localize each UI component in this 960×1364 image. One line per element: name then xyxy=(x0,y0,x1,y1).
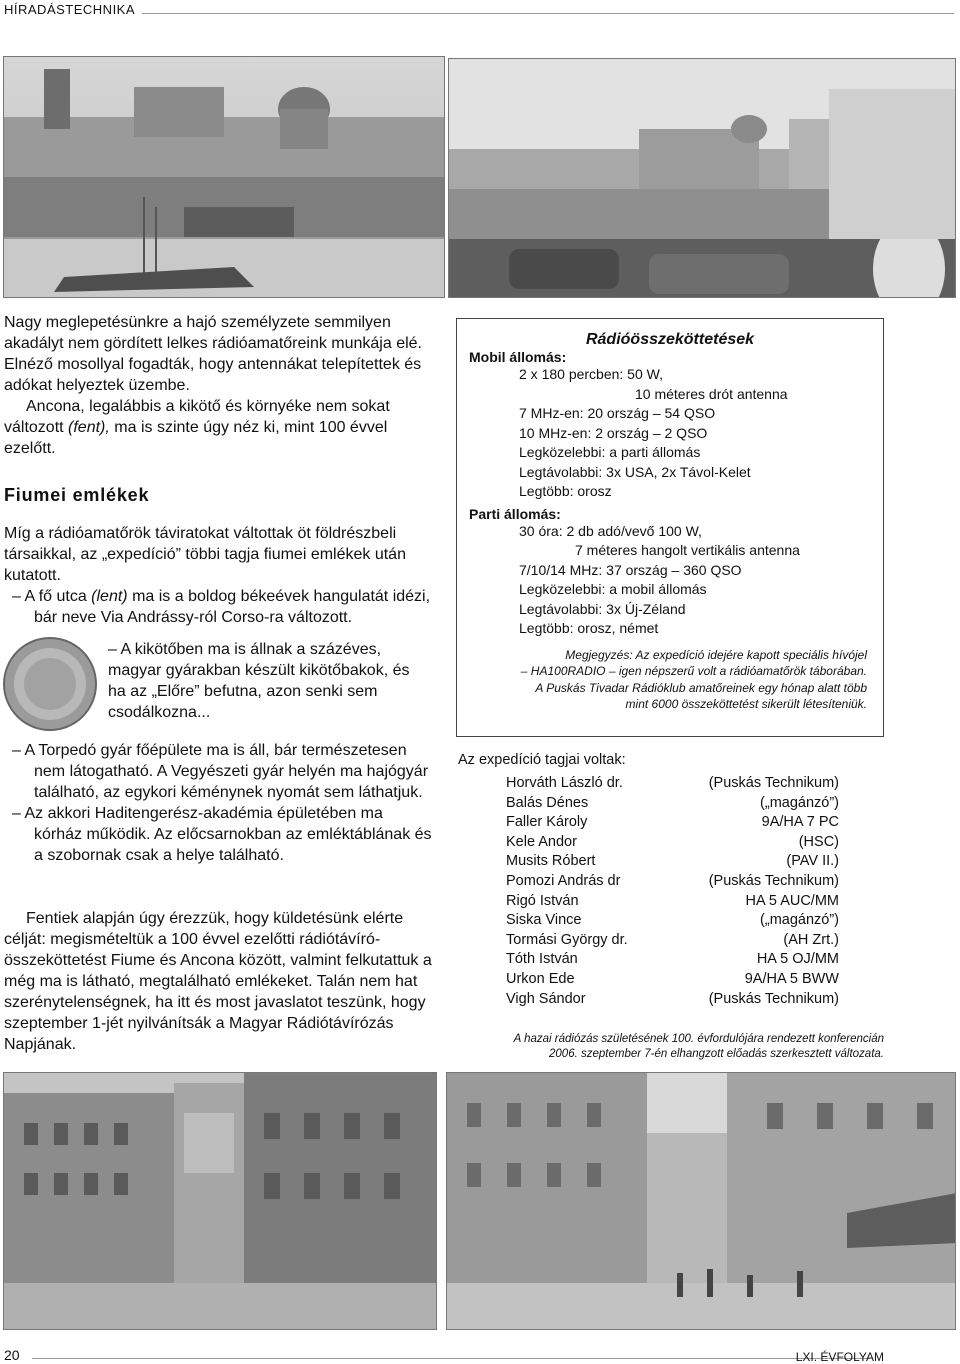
member-row xyxy=(506,794,839,814)
box-note-line: Megjegyzés: Az expedíció idejére kapott speciális hívójel xyxy=(565,647,867,662)
member-affiliation: HA 5 OJ/MM xyxy=(756,951,839,968)
member-name: Pomozi András dr xyxy=(506,872,621,889)
article-caption xyxy=(490,1032,884,1062)
mobile-line: 2 x 180 percben: 50 W, xyxy=(519,366,663,382)
shore-line: 7/10/14 MHz: 37 ország – 360 QSO xyxy=(519,561,742,578)
shore-line: 7 méteres hangolt vertikális antenna xyxy=(575,542,800,558)
member-name: Rigó István xyxy=(506,892,579,909)
member-name: Faller Károly xyxy=(506,814,588,831)
closing-paragraph: Fentiek alapján úgy érezzük, hogy küldetésünk elérte célját: megismételtük a 100 évvel ezelőtti rádiótávíró-összeköttetést Fiume és Ancona között, valmint felkutattuk a még ma is látható, megtalálható emlékeket. Talán nem hat szerénytelenségnek, ha itt és most javaslatot teszünk, hogy szeptember 1-jét nyilvánítsák a Magyar Rádiótávírózás Napjának. xyxy=(4,910,432,1053)
intro-paragraph-2-em: (fent), xyxy=(68,419,110,436)
caption-line: A hazai rádiózás születésének 100. évfordulójára rendezett konferencián xyxy=(513,1033,884,1045)
mobile-station-label: Mobil állomás: xyxy=(469,349,567,365)
shore-line: 30 óra: 2 db adó/vevő 100 W, xyxy=(519,522,702,539)
intro-paragraph-2-a: Ancona, legalábbis a kikötő és környéke nem sokat változott xyxy=(4,398,390,436)
section2-paragraph-1: Míg a rádióamatőrök táviratokat váltottak öt földrészbeli társaikkal, az „expedíció” többi tagja fiumei emlékek után kutatott. xyxy=(4,525,406,584)
member-row xyxy=(506,852,839,872)
member-name: Siska Vince xyxy=(506,912,582,929)
member-name: Tóth István xyxy=(506,951,578,968)
member-row xyxy=(506,833,839,853)
box-note xyxy=(467,647,867,713)
bullet-bollards: – A kikötőben ma is állnak a százéves, magyar gyárakban készült kikötőbakok, és ha az „Előre” befutna, azon senki sem csodálkozna... xyxy=(108,641,410,721)
intro-paragraph-2 xyxy=(4,396,432,459)
member-affiliation: (Puskás Technikum) xyxy=(708,990,839,1007)
mobile-line: Legtávolabbi: 3x USA, 2x Távol-Kelet xyxy=(519,463,751,480)
member-name: Vigh Sándor xyxy=(506,990,586,1007)
member-affiliation: („magánzó”) xyxy=(760,912,839,929)
page-number: 20 xyxy=(4,1347,20,1363)
radio-contacts-box xyxy=(456,318,884,737)
mobile-line: 10 méteres drót antenna xyxy=(635,385,788,402)
member-row xyxy=(506,892,839,912)
member-row xyxy=(506,950,839,970)
box-note-line: – HA100RADIO – igen népszerű volt a rádióamatőrök táborában. xyxy=(520,664,867,678)
member-row xyxy=(506,774,839,794)
caption-line: 2006. szeptember 7-én elhangzott előadás szerkesztett változata. xyxy=(549,1048,884,1060)
mobile-line: Legközelebbi: a parti állomás xyxy=(519,444,701,460)
bullet-main-street-b: ma is a boldog békeévek hangulatát idézi, bár neve Via Andrássy-ról Corso-ra változott. xyxy=(34,588,431,626)
footer-rule xyxy=(32,1358,870,1359)
member-row xyxy=(506,970,839,990)
bullet-main-street-em: (lent) xyxy=(91,588,128,605)
member-affiliation: HA 5 AUC/MM xyxy=(745,892,839,909)
member-row xyxy=(506,872,839,892)
member-row xyxy=(506,931,839,951)
mobile-line: Legtöbb: orosz xyxy=(519,483,612,499)
header-rule xyxy=(142,13,954,14)
mobile-line: 10 MHz-en: 2 ország – 2 QSO xyxy=(519,424,708,441)
members-list xyxy=(458,752,858,1009)
section2-text xyxy=(4,523,432,628)
member-name: Horváth László dr. xyxy=(506,775,623,791)
section-tag: HÍRADÁSTECHNIKA xyxy=(4,2,136,17)
volume-label: LXI. ÉVFOLYAM xyxy=(795,1350,884,1364)
box-note-line: mint 6000 összeköttetést sikerült létesíteniük. xyxy=(625,697,867,711)
shore-line: Legtávolabbi: 3x Új-Zéland xyxy=(519,600,686,617)
members-title: Az expedíció tagjai voltak: xyxy=(458,752,626,768)
box-note-line: A Puskás Tivadar Rádióklub amatőreinek egy hónap alatt több xyxy=(535,680,867,695)
member-name: Balás Dénes xyxy=(506,794,589,811)
intro-text xyxy=(4,312,432,459)
box-title: Rádióösszeköttetések xyxy=(585,331,755,348)
shore-line: Legközelebbi: a mobil állomás xyxy=(519,581,707,597)
mobile-line: 7 MHz-en: 20 ország – 54 QSO xyxy=(519,405,716,421)
member-affiliation: („magánzó”) xyxy=(760,794,839,811)
member-row xyxy=(506,911,839,931)
member-affiliation: (PAV II.) xyxy=(786,853,839,870)
member-name: Musits Róbert xyxy=(506,853,596,870)
photo-ancona-today xyxy=(448,58,956,298)
bullet-main-street xyxy=(12,586,432,628)
bullet-main-street-a: – A fő utca xyxy=(12,588,92,605)
photo-bollard xyxy=(2,636,98,732)
member-row xyxy=(506,990,839,1010)
bullet-academy: – Az akkori Haditengerész-akadémia épületében ma kórház működik. Az előcsarnokban az emléktáblának és a szobornak csak a helye található. xyxy=(12,805,432,864)
shore-station-label: Parti állomás: xyxy=(469,505,561,522)
shore-line: Legtöbb: orosz, német xyxy=(519,620,659,636)
member-affiliation: (Puskás Technikum) xyxy=(708,775,839,791)
member-affiliation: 9A/HA 7 PC xyxy=(761,814,839,831)
intro-paragraph-1: Nagy meglepetésünkre a hajó személyzete semmilyen akadályt nem gördített lelkes rádióamatőreink munkája elé. Elnéző mosollyal fogadták, hogy antennákat telepítettek és adókat helyeztek üzembe. xyxy=(4,314,422,394)
member-row xyxy=(506,813,839,833)
section2-text-lower xyxy=(12,740,432,866)
intro-paragraph-2-b: ma is szinte úgy néz ki, mint 100 évvel ezelőtt. xyxy=(4,419,388,457)
member-affiliation: (Puskás Technikum) xyxy=(708,872,839,889)
photo-ancona-historic xyxy=(3,56,445,298)
member-name: Tormási György dr. xyxy=(506,931,628,948)
bullet-torpedo: – A Torpedó gyár főépülete ma is áll, bár természetesen nem látogatható. A Vegyészeti gyár helyén ma hajógyár található, az egykori kéménynek nyomát sem láthatjuk. xyxy=(12,742,429,801)
member-name: Kele Andor xyxy=(506,833,577,850)
photo-fiume-corso-today xyxy=(446,1072,956,1330)
member-affiliation: (HSC) xyxy=(798,833,839,850)
section-heading: Fiumei emlékek xyxy=(4,485,150,505)
photo-fiume-historic xyxy=(3,1072,437,1330)
member-affiliation: (AH Zrt.) xyxy=(783,931,839,948)
member-name: Urkon Ede xyxy=(506,970,575,987)
member-affiliation: 9A/HA 5 BWW xyxy=(744,970,839,987)
